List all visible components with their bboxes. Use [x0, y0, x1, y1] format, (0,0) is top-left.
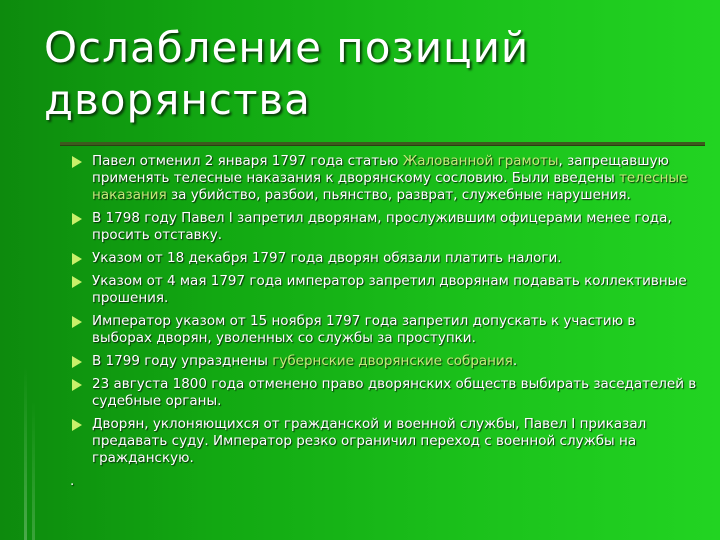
- bullet-text: [92, 250, 698, 267]
- triangle-bullet-icon: [72, 276, 82, 288]
- text-segment: Дворян, уклоняющихся от гражданской и военной службы, Павел I приказал предавать суду. Император резко ограничил переход с военной службы на гражданскую.: [92, 416, 647, 466]
- text-segment: Император указом от 15 ноября 1797 года запретил допускать к участию в выборах дворян, уволенных со службы за проступки.: [92, 313, 636, 346]
- bullet-list: [68, 153, 698, 489]
- bullet-item: [68, 376, 698, 410]
- bullet-text: [92, 353, 698, 370]
- highlighted-term: губернские дворянские собрания: [272, 353, 513, 369]
- slide-title: Ослабление позиций дворянства: [44, 23, 530, 124]
- text-segment: Павел отменил 2 января 1797 года статью: [92, 153, 403, 169]
- text-segment: Указом от 18 декабря 1797 года дворян обязали платить налоги.: [92, 250, 562, 266]
- triangle-bullet-icon: [72, 213, 82, 225]
- decorative-stripe: [32, 400, 35, 540]
- highlighted-term: телесные наказания: [92, 170, 688, 203]
- text-segment: 23 августа 1800 года отменено право дворянских обществ выбирать заседателей в судебные органы.: [92, 376, 697, 409]
- bullet-text: [92, 153, 698, 204]
- triangle-bullet-icon: [72, 316, 82, 328]
- bullet-text: [92, 416, 698, 467]
- bullet-text: [92, 376, 698, 410]
- title-divider: [60, 142, 705, 145]
- bullet-text: [92, 273, 698, 307]
- bullet-item: [68, 416, 698, 467]
- text-segment: В 1798 году Павел I запретил дворянам, прослужившим офицерами менее года, просить отставку.: [92, 210, 672, 243]
- text-segment: , запрещавшую применять телесные наказания к дворянскому сословию. Были введены: [92, 153, 669, 186]
- bullet-text: [92, 313, 698, 347]
- bullet-item: [68, 273, 698, 307]
- decorative-stripe: [24, 365, 27, 540]
- bullet-item: [68, 153, 698, 204]
- trailing-dot: .: [70, 473, 75, 489]
- triangle-bullet-icon: [72, 379, 82, 391]
- bullet-item: [68, 250, 698, 267]
- text-segment: В 1799 году упразднены: [92, 353, 273, 369]
- bullet-text: [92, 210, 698, 244]
- triangle-bullet-icon: [72, 156, 82, 168]
- triangle-bullet-icon: [72, 356, 82, 368]
- triangle-bullet-icon: [72, 419, 82, 431]
- bullet-item: [68, 313, 698, 347]
- triangle-bullet-icon: [72, 253, 82, 265]
- text-segment: за убийство, разбои, пьянство, разврат, служебные нарушения.: [166, 187, 631, 203]
- text-segment: Указом от 4 мая 1797 года император запретил дворянам подавать коллективные прошения.: [92, 273, 687, 306]
- highlighted-term: Жалованной грамоты: [402, 153, 559, 169]
- text-segment: .: [512, 353, 518, 369]
- bullet-item: [68, 353, 698, 370]
- bullet-item: [68, 210, 698, 244]
